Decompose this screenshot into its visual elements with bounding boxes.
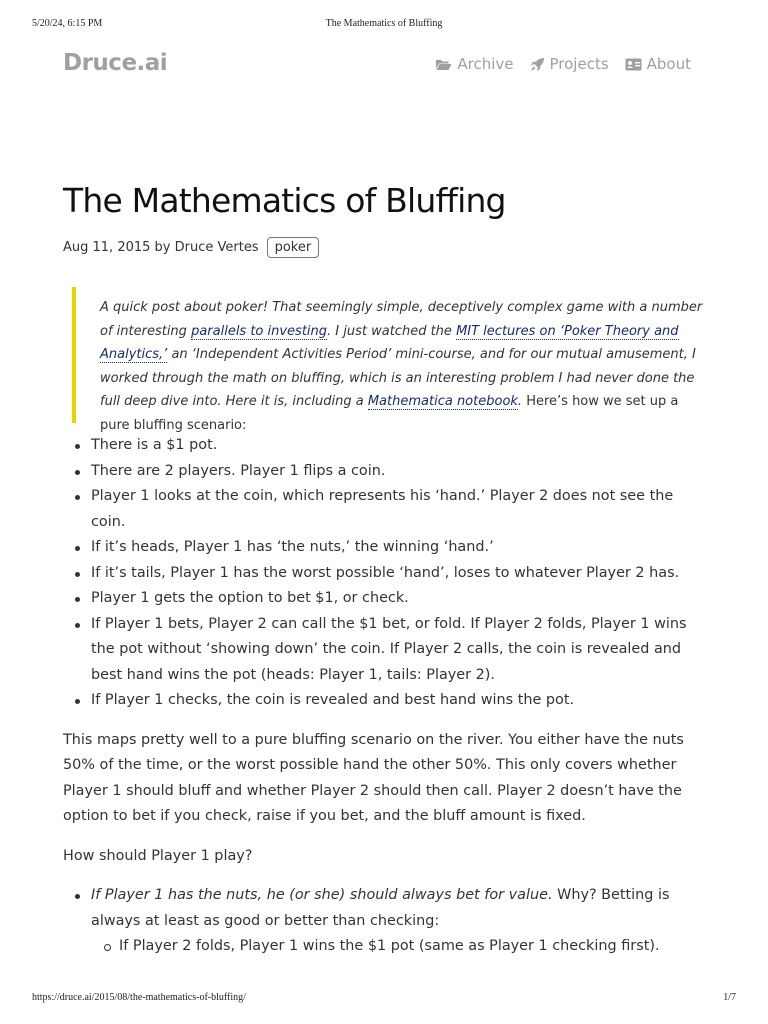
nav-projects-link[interactable] bbox=[530, 55, 609, 73]
tag-poker[interactable]: poker bbox=[267, 237, 320, 258]
print-footer bbox=[0, 992, 768, 1006]
list-item: If Player 1 bets, Player 2 can call the $1 bet, or fold. If Player 2 folds, Player 1 wins the pot without ‘showing down’ the coin. If Player 2 calls, the coin is revealed and best hand wins the pot (heads: Player 1, tails: Player 2). bbox=[63, 612, 711, 689]
mathematica-notebook-link[interactable]: Mathematica notebook bbox=[367, 394, 518, 409]
list-item: If it’s tails, Player 1 has the worst possible ‘hand’, loses to whatever Player 2 has. bbox=[63, 561, 711, 587]
main-nav bbox=[435, 55, 691, 73]
list-item: If it’s heads, Player 1 has ‘the nuts,’ the winning ‘hand.’ bbox=[63, 535, 711, 561]
strategy-emphasis: If Player 1 has the nuts, he (or she) should always bet for value. bbox=[91, 887, 553, 903]
print-date: 5/20/24, 6:15 PM bbox=[32, 18, 103, 29]
post-date-author: Aug 11, 2015 by Druce Vertes bbox=[63, 240, 259, 255]
list-item: If Player 1 checks, the coin is revealed and best hand wins the pot. bbox=[63, 688, 711, 714]
folder-open-icon bbox=[435, 58, 452, 71]
list-item bbox=[63, 883, 711, 934]
intro-text-3: an ‘Independent Activities Period’ mini-course, and for our mutual amusement, I worked through the math on bluffing, which is an interesting problem I had never done the full deep dive into. Here it is, including a bbox=[100, 347, 696, 409]
list-item: Player 1 looks at the coin, which represents his ‘hand.’ Player 2 does not see the coin. bbox=[63, 484, 711, 535]
print-url: https://druce.ai/2015/08/the-mathematics-of-bluffing/ bbox=[32, 992, 246, 1003]
intro-text-1: A quick post about poker! That seemingly simple, deceptively complex game with a number of interesting bbox=[100, 300, 703, 339]
paragraph-scenario-summary: This maps pretty well to a pure bluffing scenario on the river. You either have the nuts 50% of the time, or the worst possible hand the other 50%. This only covers whether Player 1 should bluff and whether Player 2 should then call. Player 2 doesn’t have the option to bet if you check, raise if you bet, and the bluff amount is fixed. bbox=[63, 731, 684, 824]
list-item: If Player 2 folds, Player 1 wins the $1 pot (same as Player 1 checking first). bbox=[63, 934, 711, 960]
intro-blockquote bbox=[72, 287, 704, 433]
nav-about-link[interactable] bbox=[625, 55, 691, 73]
id-card-icon bbox=[625, 58, 642, 71]
print-page-title: The Mathematics of Bluffing bbox=[325, 18, 443, 29]
strategy-list bbox=[63, 883, 711, 934]
print-page-number: 1/7 bbox=[723, 992, 736, 1003]
post-body bbox=[63, 433, 711, 960]
intro-text-2: . I just watched the bbox=[327, 323, 457, 339]
nav-archive-link[interactable] bbox=[435, 55, 513, 73]
mit-lectures-link[interactable]: MIT lectures on ‘Poker Theory and Analytics,’ bbox=[100, 323, 679, 362]
paragraph-question: How should Player 1 play? bbox=[63, 847, 253, 864]
scenario-list bbox=[63, 433, 711, 714]
intro-text-4: . bbox=[517, 394, 523, 409]
list-item: Player 1 gets the option to bet $1, or check. bbox=[63, 586, 711, 612]
post-meta bbox=[63, 237, 319, 258]
rocket-icon bbox=[530, 57, 545, 72]
list-item: There are 2 players. Player 1 flips a coin. bbox=[63, 459, 711, 485]
nav-about-label: About bbox=[646, 55, 691, 73]
strategy-text: Why? Betting is always at least as good or better than checking: bbox=[91, 887, 670, 929]
list-item: There is a $1 pot. bbox=[63, 433, 711, 459]
post-title: The Mathematics of Bluffing bbox=[63, 181, 506, 220]
print-header bbox=[0, 18, 768, 32]
parallels-to-investing-link[interactable]: parallels to investing bbox=[191, 323, 328, 339]
nav-projects-label: Projects bbox=[549, 55, 609, 73]
site-title-link[interactable]: Druce.ai bbox=[63, 50, 168, 76]
intro-text-5: Here’s how we set up a pure bluffing scenario: bbox=[100, 394, 679, 433]
strategy-sublist bbox=[63, 934, 711, 960]
nav-archive-label: Archive bbox=[457, 55, 514, 73]
